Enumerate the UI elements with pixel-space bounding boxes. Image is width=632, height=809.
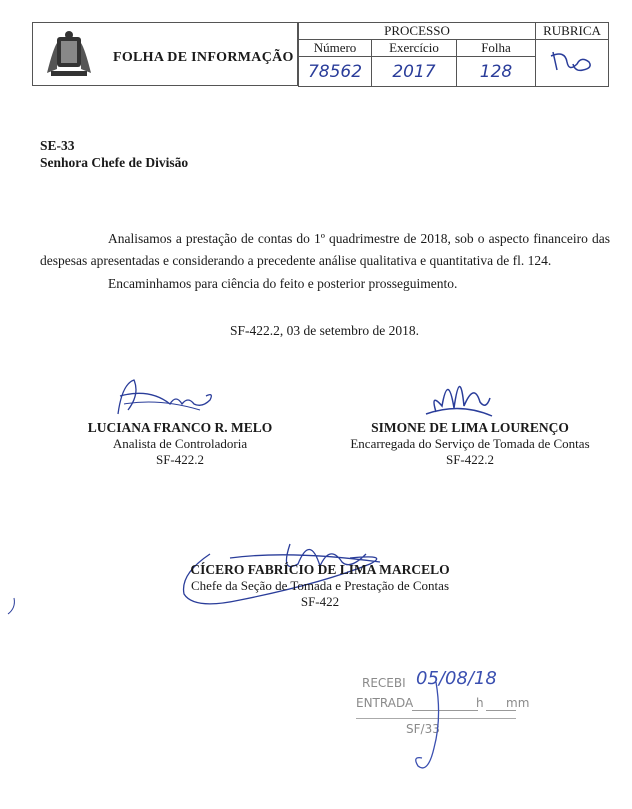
- stamp-initials: [412, 678, 452, 778]
- signer-2-name: SIMONE DE LIMA LOURENÇO: [371, 420, 569, 435]
- stamp-h-label: h: [476, 696, 484, 710]
- margin-mark: [6, 596, 18, 616]
- exercicio-value: 2017: [372, 57, 457, 87]
- body-paragraph-1: Analisamos a prestação de contas do 1º quadrimestre de 2018, sob o aspecto financeiro das despesas apresentadas e considerando a precedente análise qualitativa e quantitativa de fl. 124.: [40, 231, 610, 268]
- stamp-line-2: [486, 710, 516, 711]
- rubrica-label: RUBRICA: [536, 23, 609, 40]
- signer-3-unit: SF-422: [300, 594, 340, 609]
- signature-luciana: [110, 374, 220, 422]
- addressee-salutation: Senhora Chefe de Divisão: [40, 155, 189, 170]
- coat-of-arms-icon: [43, 29, 95, 81]
- addressee-unit: SE-33: [40, 138, 75, 153]
- folha-value: 128: [457, 57, 536, 87]
- signature-block-2: [330, 420, 610, 468]
- signature-block-3: [170, 562, 470, 610]
- folha-header: Folha: [457, 40, 536, 57]
- numero-header: Número: [299, 40, 372, 57]
- stamp-received-date: 05/08/18: [416, 668, 497, 689]
- exercicio-header: Exercício: [372, 40, 457, 57]
- rubrica-cell: [536, 40, 609, 87]
- stamp-received-label: RECEBI: [362, 676, 406, 690]
- date-line: SF-422.2, 03 de setembro de 2018.: [230, 323, 419, 338]
- process-table: [298, 22, 609, 87]
- signature-block-1: [70, 420, 290, 468]
- signer-1-role: Analista de Controladoria: [112, 436, 248, 451]
- signer-2-role: Encarregada do Serviço de Tomada de Contas: [350, 436, 590, 451]
- signer-1-name: LUCIANA FRANCO R. MELO: [87, 420, 273, 435]
- stamp-entry-label: ENTRADA: [356, 696, 414, 710]
- signer-3-role: Chefe da Seção de Tomada e Prestação de Contas: [190, 578, 450, 593]
- signer-3-name: CÍCERO FABRÍCIO DE LIMA MARCELO: [190, 562, 450, 577]
- processo-label: PROCESSO: [299, 23, 536, 40]
- rubrica-signature: [547, 46, 597, 76]
- stamp-unit: SF/33: [406, 722, 440, 736]
- body-paragraph-2: Encaminhamos para ciência do feito e posterior prosseguimento.: [108, 276, 458, 291]
- form-header-title-box: [32, 22, 298, 86]
- signer-1-unit: SF-422.2: [155, 452, 205, 467]
- signature-simone: [420, 362, 500, 424]
- stamp-mm-label: mm: [506, 696, 530, 710]
- form-title: FOLHA DE INFORMAÇÃO: [113, 50, 294, 65]
- numero-value: 78562: [299, 57, 372, 87]
- receipt-stamp: [356, 668, 536, 788]
- signer-2-unit: SF-422.2: [445, 452, 495, 467]
